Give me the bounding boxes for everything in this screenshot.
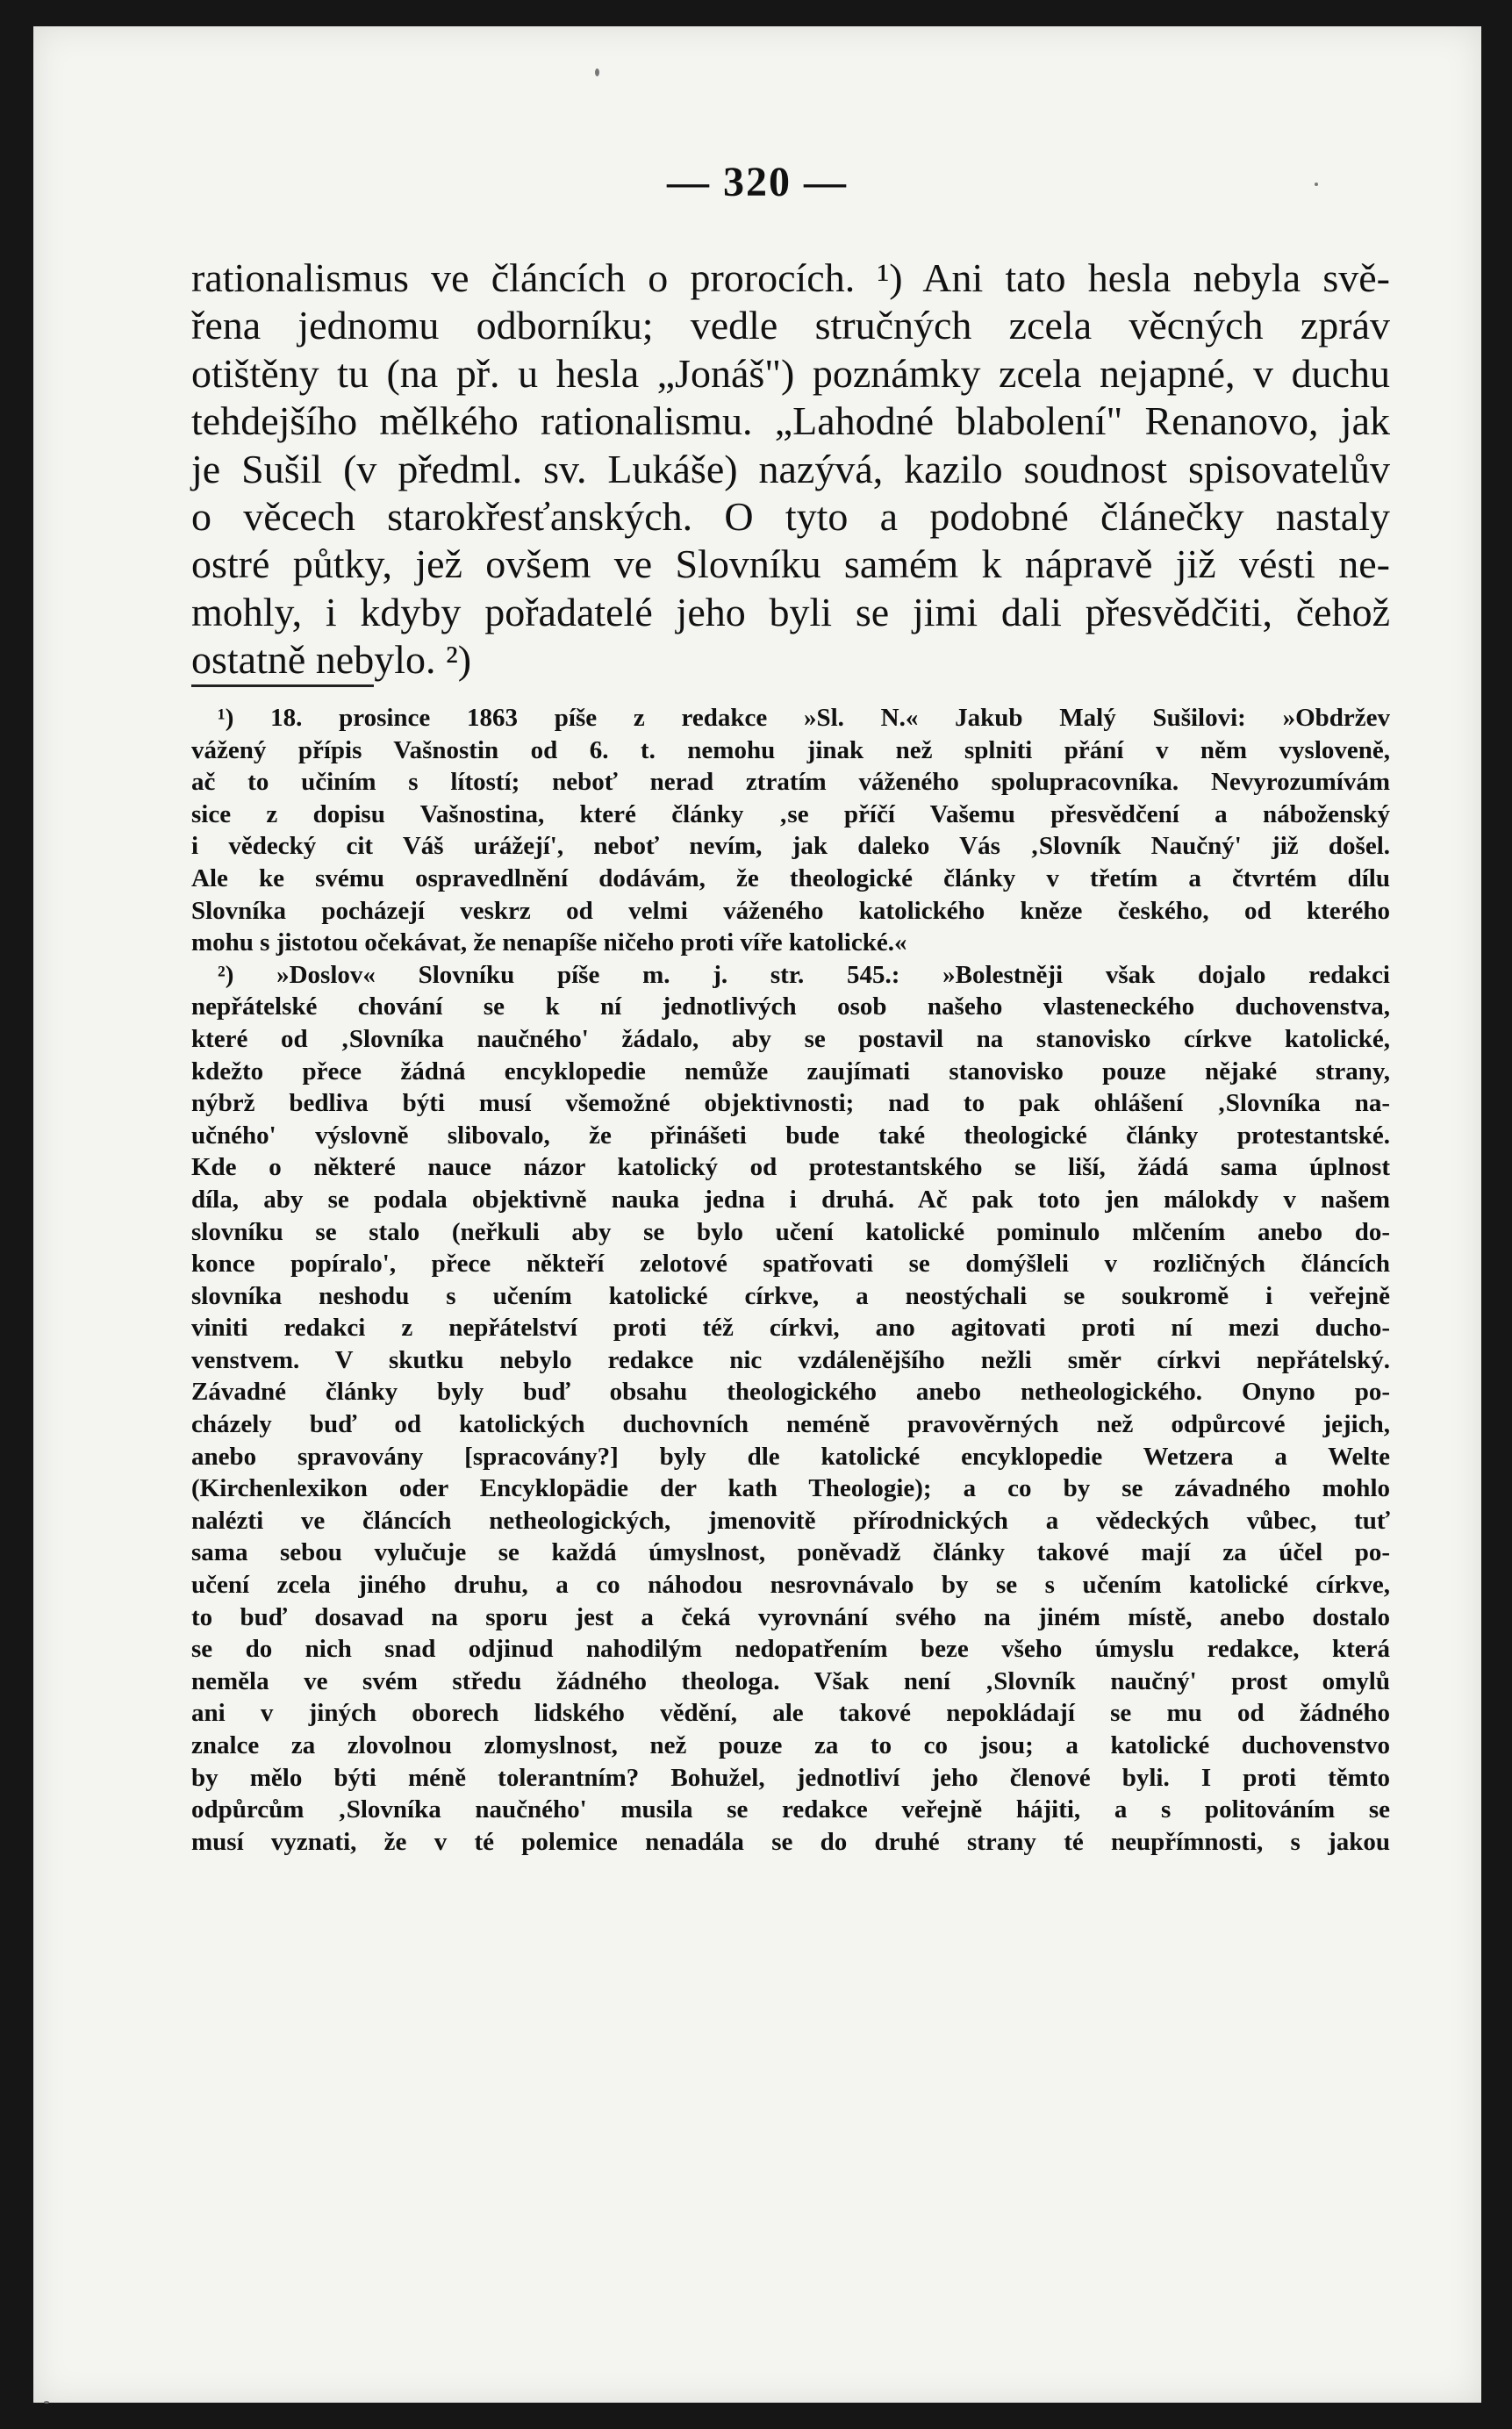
footnote-line: ač to učiním s lítostí; neboť nerad ztratím váženého spolupracovníka. Nevyrozumívám	[191, 768, 1390, 797]
footnote-line: viniti redakci z nepřátelství proti též církvi, ano agitovati proti ní mezi ducho-	[191, 1314, 1390, 1343]
text-line: rationalismus ve článcích o prorocích. ¹) Ani tato hesla nebyla svě-	[191, 255, 1390, 300]
footnote-line: které od ‚Slovníka naučného' žádalo, aby se postavil na stanovisko církve katolické,	[191, 1024, 1390, 1053]
text-line: ostré půtky, jež ovšem ve Slovníku samém k nápravě již vésti ne-	[191, 541, 1390, 587]
scan-speck	[1315, 183, 1318, 186]
footnote-line: vážený přípis Vašnostin od 6. t. nemohu jinak než splniti přání v něm vysloveně,	[191, 735, 1390, 764]
text-line: otištěny tu (na př. u hesla „Jonáš") poznámky zcela nejapné, v duchu	[191, 350, 1390, 396]
footnote-line: ¹) 18. prosince 1863 píše z redakce »Sl. N.« Jakub Malý Sušilovi: »Obdržev	[218, 704, 1390, 732]
footnote-line: musí vyznati, že v té polemice nenadála se do druhé strany té neupřímnosti, s jakou	[191, 1827, 1390, 1856]
main-paragraph	[191, 254, 1390, 684]
footnote-line: Slovníka pocházejí veskrz od velmi váženého katolického kněze českého, od kterého	[191, 896, 1390, 925]
footnote-line: anebo spravovány [spracovány?] byly dle katolické encyklopedie Wetzera a Welte	[191, 1442, 1390, 1471]
text-line: mohly, i kdyby pořadatelé jeho byli se jimi dali přesvědčiti, čehož	[191, 589, 1390, 634]
footnote-line: nalézti ve článcích netheologických, jmenovitě přírodnických a vědeckých vůbec, tuť	[191, 1506, 1390, 1535]
footnote-line: slovníku se stalo (neřkuli aby se bylo učení katolické pominulo mlčením anebo do-	[191, 1217, 1390, 1246]
footnote-line: Závadné články byly buď obsahu theologického anebo netheologického. Onyno po-	[191, 1378, 1390, 1407]
footnote-line: (Kirchenlexikon oder Encyklopädie der kath Theologie); a co by se závadného mohlo	[191, 1474, 1390, 1503]
footnote-line: nýbrž bedliva býti musí všemožné objektivnosti; nad to pak ohlášení ‚Slovníka na-	[191, 1089, 1390, 1118]
footnote-line: ani v jiných oborech lidského vědění, ale takové nepokládají se mu od žádného	[191, 1699, 1390, 1728]
footnote-line: sama sebou vylučuje se každá úmyslnost, poněvadž články takové mají za účel po-	[191, 1538, 1390, 1567]
page-number: — 320 —	[667, 159, 848, 205]
footnote-line: mohu s jistotou očekávat, že nenapíše ničeho proti víře katolické.«	[191, 928, 907, 957]
footnote-line: Ale ke svému ospravedlnění dodávám, že theologické články v třetím a čtvrtém dílu	[191, 863, 1390, 892]
footnote-line: to buď dosavad na sporu jest a čeká vyrovnání svého na jiném místě, anebo dostalo	[191, 1602, 1390, 1631]
text-line: tehdejšího mělkého rationalismu. „Lahodné blabolení" Renanovo, jak	[191, 398, 1390, 444]
footnote-line: by mělo býti méně tolerantním? Bohužel, jednotliví jeho členové byli. I proti těmto	[191, 1763, 1390, 1792]
scan-speck	[44, 2401, 49, 2404]
footnote-line: cházely buď od katolických duchovních neméně pravověrných než odpůrcové jejich,	[191, 1410, 1390, 1439]
text-line: ostatně nebylo. ²)	[191, 637, 472, 683]
text-line: o věcech starokřesťanských. O tyto a podobné článečky nastaly	[191, 494, 1390, 540]
footnote-line: nepřátelské chování se k ní jednotlivých osob našeho vlasteneckého duchovenstva,	[191, 992, 1390, 1021]
footnote-separator	[191, 684, 374, 687]
footnote-line: neměla ve svém středu žádného theologa. Však není ‚Slovník naučný' prost omylů	[191, 1666, 1390, 1695]
footnote-line: odpůrcům ‚Slovníka naučného' musila se redakce veřejně hájiti, a s politováním se	[191, 1795, 1390, 1824]
footnote-line: znalce za zlovolnou zlomyslnost, než pouze za to co jsou; a katolické duchovenstvo	[191, 1731, 1390, 1759]
footnote-line: slovníka neshodu s učením katolické církve, a neostýchali se soukromě i veřejně	[191, 1281, 1390, 1310]
footnotes	[191, 702, 1390, 1858]
footnote-line: Kde o některé nauce názor katolický od protestantského se liší, žádá sama úplnost	[191, 1153, 1390, 1182]
footnote-1	[191, 702, 1390, 959]
scan-speck	[595, 68, 599, 76]
footnote-line: konce popíralo', přece někteří zelotové spatřovati se domýšleli v rozličných článcích	[191, 1250, 1390, 1279]
footnote-line: kdežto přece žádná encyklopedie nemůže zaujímati stanovisko pouze nějaké strany,	[191, 1057, 1390, 1086]
footnote-line: se do nich snad odjinud nahodilým nedopatřením beze všeho úmyslu redakce, která	[191, 1635, 1390, 1664]
text-line: řena jednomu odborníku; vedle stručných zcela věcných zpráv	[191, 303, 1390, 348]
footnote-line: ²) »Doslov« Slovníku píše m. j. str. 545.: »Bolestněji však dojalo redakci	[218, 960, 1390, 989]
footnote-line: venstvem. V skutku nebylo redakce nic vzdálenějšího nežli směr církvi nepřátelský.	[191, 1345, 1390, 1374]
footnote-line: i vědecký cit Váš urážejí', neboť nevím, jak daleko Vás ‚Slovník Naučný' již došel.	[191, 832, 1390, 861]
footnote-line: učného' výslovně slibovalo, že přinášeti bude také theologické články protestantské.	[191, 1121, 1390, 1150]
footnote-2	[191, 959, 1390, 1859]
footnote-line: díla, aby se podala objektivně nauka jedna i druhá. Ač pak toto jen málokdy v našem	[191, 1185, 1390, 1214]
footnote-line: sice z dopisu Vašnostina, které články ‚se příčí Vašemu přesvědčení a náboženský	[191, 799, 1390, 828]
footnote-line: učení zcela jiného druhu, a co náhodou nesrovnávalo by se s učením katolické církve,	[191, 1571, 1390, 1600]
text-line: je Sušil (v předml. sv. Lukáše) nazývá, kazilo soudnost spisovatelův	[191, 446, 1390, 491]
